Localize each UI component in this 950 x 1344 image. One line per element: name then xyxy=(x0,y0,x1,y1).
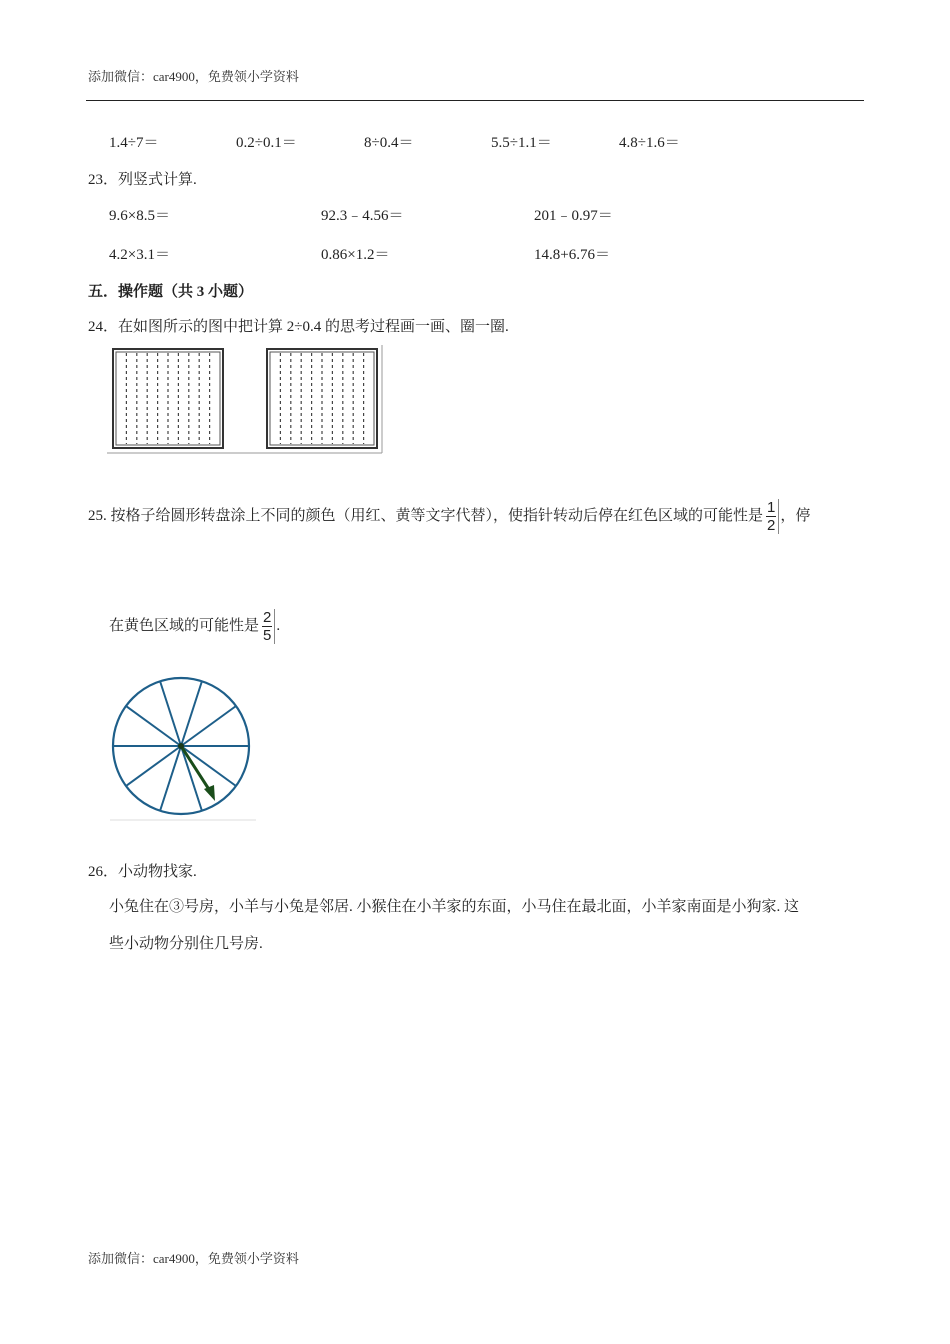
q25-line2 xyxy=(109,606,280,646)
grid-square-left xyxy=(113,349,223,448)
grid-square-right xyxy=(267,349,377,448)
q22-item-5: 4.8÷1.6＝ xyxy=(619,135,680,151)
q22-item-1: 1.4÷7＝ xyxy=(109,135,159,151)
q23-r2-c3: 14.8+6.76＝ xyxy=(534,247,610,263)
q22-item-2: 0.2÷0.1＝ xyxy=(236,135,297,151)
page-header: 添加微信：car4900，免费领小学资料 xyxy=(88,69,299,84)
q25-line1-text: 25. 按格子给圆形转盘涂上不同的颜色（用红、黄等文字代替），使指针转动后停在红色区域的可能性是 xyxy=(88,508,764,524)
q26-title: 26．小动物找家. xyxy=(88,864,197,880)
fraction-one-half: $\frac{1}{2}$ xyxy=(764,499,779,534)
q24-grid-figure xyxy=(106,343,384,455)
page-footer: 添加微信：car4900，免费领小学资料 xyxy=(88,1251,299,1266)
q23-r1-c1: 9.6×8.5＝ xyxy=(109,208,170,224)
q24-text: 24．在如图所示的图中把计算 2÷0.4 的思考过程画一画、圈一圈. xyxy=(88,319,509,335)
q23-title: 23．列竖式计算. xyxy=(88,172,197,188)
q23-r1-c3: 201﹣0.97＝ xyxy=(534,208,613,224)
q25-line1-end: ，停 xyxy=(780,508,811,524)
q23-r2-c2: 0.86×1.2＝ xyxy=(321,247,390,263)
q22-item-4: 5.5÷1.1＝ xyxy=(491,135,552,151)
fraction-two-fifths: $\frac{2}{5}$ xyxy=(260,609,275,644)
q26-line2: 些小动物分别住几号房. xyxy=(109,936,263,952)
spinner-wheel xyxy=(106,673,258,823)
q26-line1: 小兔住在③号房，小羊与小兔是邻居. 小猴住在小羊家的东面，小马住在最北面，小羊家南面是小狗家. 这 xyxy=(109,899,800,915)
q25-line2-end: . xyxy=(276,618,281,634)
q23-r1-c2: 92.3﹣4.56＝ xyxy=(321,208,404,224)
header-divider xyxy=(86,100,864,101)
section-title: 五．操作题（共 3 小题） xyxy=(88,284,254,300)
wheel-center xyxy=(178,743,184,749)
q25-line1 xyxy=(88,496,810,536)
q22-item-3: 8÷0.4＝ xyxy=(364,135,414,151)
q25-line2-text: 在黄色区域的可能性是 xyxy=(109,618,260,634)
q23-r2-c1: 4.2×3.1＝ xyxy=(109,247,170,263)
